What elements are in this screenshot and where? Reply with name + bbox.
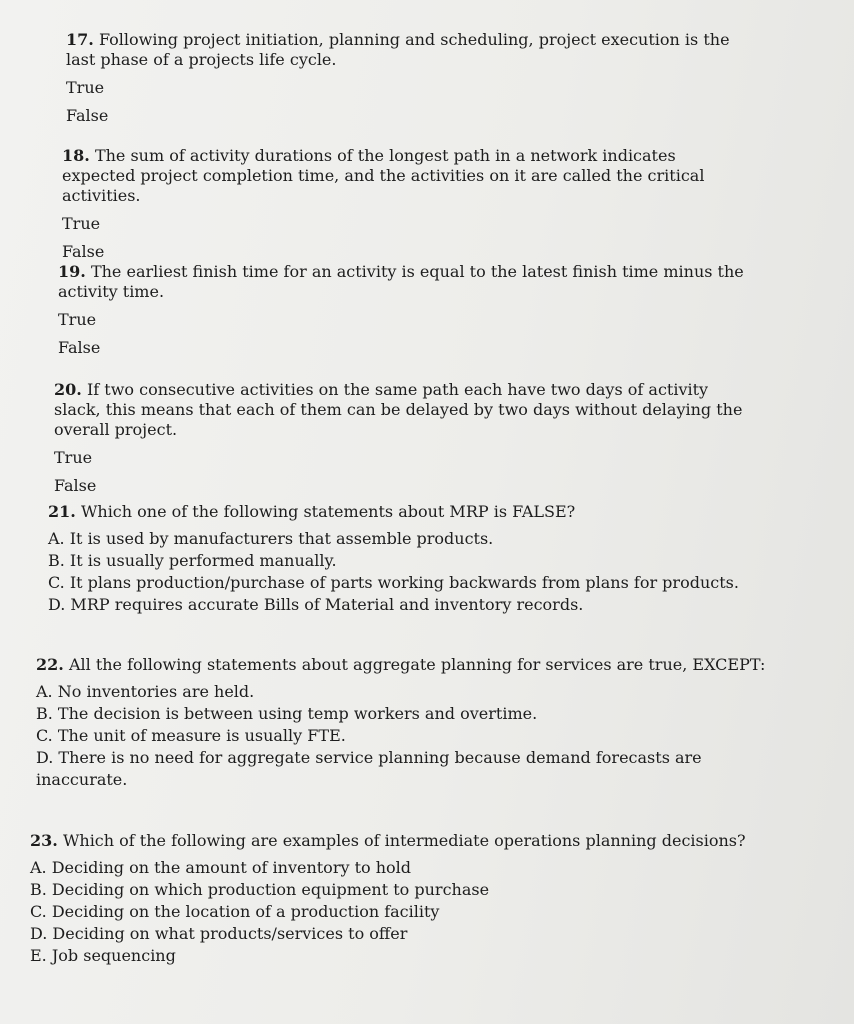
- option-d: D. MRP requires accurate Bills of Material and inventory records.: [48, 595, 584, 614]
- question-text: 23. Which of the following are examples of intermediate operations planning decisions?: [30, 831, 746, 850]
- question-text: 18. The sum of activity durations of the longest path in a network indicates expected project completion time, and the activities on it are called the critical activities.: [62, 146, 705, 205]
- question-text: 20. If two consecutive activities on the same path each have two days of activity slack, this means that each of them can be delayed by two days without delaying the overall project.: [54, 380, 743, 439]
- option-true: True: [66, 78, 105, 97]
- question-19: [58, 262, 758, 358]
- question-number: 18.: [62, 146, 90, 165]
- option-true: True: [62, 214, 101, 233]
- option-false: False: [58, 338, 101, 357]
- option-false: False: [62, 242, 105, 261]
- option-a: A. No inventories are held.: [36, 682, 255, 701]
- question-22: [36, 655, 776, 791]
- option-c: C. It plans production/purchase of parts working backwards from plans for products.: [48, 573, 739, 592]
- question-17: [66, 30, 756, 126]
- option-false: False: [54, 476, 97, 495]
- question-21: [48, 502, 788, 616]
- question-text: 19. The earliest finish time for an activity is equal to the latest finish time minus the activity time.: [58, 262, 744, 301]
- option-c: C. Deciding on the location of a production facility: [30, 902, 440, 921]
- option-b: B. Deciding on which production equipment to purchase: [30, 880, 490, 899]
- question-number: 21.: [48, 502, 76, 521]
- option-true: True: [54, 448, 93, 467]
- question-20: [54, 380, 754, 496]
- option-d: D. There is no need for aggregate service planning because demand forecasts are inaccurate.: [36, 748, 702, 789]
- option-a: A. It is used by manufacturers that assemble products.: [48, 529, 494, 548]
- question-text: 17. Following project initiation, planning and scheduling, project execution is the last phase of a projects life cycle.: [66, 30, 730, 69]
- answer-options: [30, 857, 790, 967]
- option-true: True: [58, 310, 97, 329]
- option-c: C. The unit of measure is usually FTE.: [36, 726, 346, 745]
- question-18: [62, 146, 752, 262]
- answer-options: [36, 681, 776, 791]
- option-d: D. Deciding on what products/services to offer: [30, 924, 408, 943]
- question-text: 21. Which one of the following statements about MRP is FALSE?: [48, 502, 576, 521]
- answer-options: [48, 528, 788, 616]
- question-number: 17.: [66, 30, 94, 49]
- question-number: 23.: [30, 831, 58, 850]
- option-false: False: [66, 106, 109, 125]
- option-b: B. The decision is between using temp workers and overtime.: [36, 704, 538, 723]
- question-23: [30, 831, 790, 967]
- option-b: B. It is usually performed manually.: [48, 551, 337, 570]
- question-number: 19.: [58, 262, 86, 281]
- question-number: 22.: [36, 655, 64, 674]
- question-text: 22. All the following statements about aggregate planning for services are true, EXCEPT:: [36, 655, 766, 674]
- question-number: 20.: [54, 380, 82, 399]
- option-a: A. Deciding on the amount of inventory to hold: [30, 858, 412, 877]
- option-e: E. Job sequencing: [30, 946, 176, 965]
